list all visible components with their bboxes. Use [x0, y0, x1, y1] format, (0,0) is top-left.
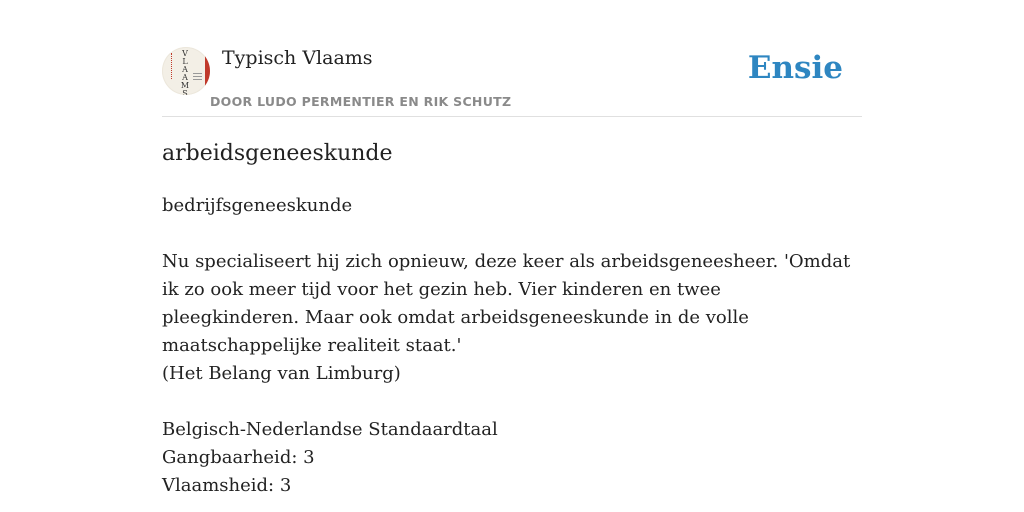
author-byline: DOOR LUDO PERMENTIER EN RIK SCHUTZ	[210, 94, 512, 109]
entry-term: arbeidsgeneeskunde	[162, 141, 393, 166]
logo-red-bar	[205, 55, 210, 87]
logo-letter: V	[182, 49, 188, 58]
logo-letter: S	[182, 89, 188, 95]
site-header	[162, 44, 862, 117]
site-title[interactable]: Typisch Vlaams	[222, 47, 373, 69]
example-source: (Het Belang van Limburg)	[162, 363, 401, 384]
logo-lines	[193, 73, 202, 82]
example-quote: Nu specialiseert hij zich opnieuw, deze keer als arbeidsgeneesheer. 'Omdat ik zo ook meer tijd voor het gezin heb. Vier kinderen en twee pleegkinderen. Maar ook omdat arbeidsgeneeskunde in de volle maatschappelijke realiteit staat.'	[162, 251, 851, 356]
vlaamsheid-rating: Vlaamsheid: 3	[162, 475, 292, 496]
logo-letter: A	[182, 73, 188, 82]
ensie-brand-link[interactable]: Ensie	[747, 50, 843, 86]
logo-red-dots	[171, 53, 175, 79]
gangbaarheid-rating: Gangbaarheid: 3	[162, 447, 315, 468]
language-variant: Belgisch-Nederlandse Standaardtaal	[162, 419, 498, 440]
logo-letter: L	[182, 57, 188, 66]
logo-letter: M	[180, 81, 190, 90]
logo-letter: A	[182, 65, 188, 74]
logo-letters	[178, 50, 192, 95]
entry-synonym: bedrijfsgeneeskunde	[162, 195, 353, 216]
entry-example	[162, 248, 862, 388]
entry-meta	[162, 416, 862, 500]
entry-content	[162, 138, 862, 500]
typisch-vlaams-logo-icon[interactable]	[162, 47, 210, 95]
